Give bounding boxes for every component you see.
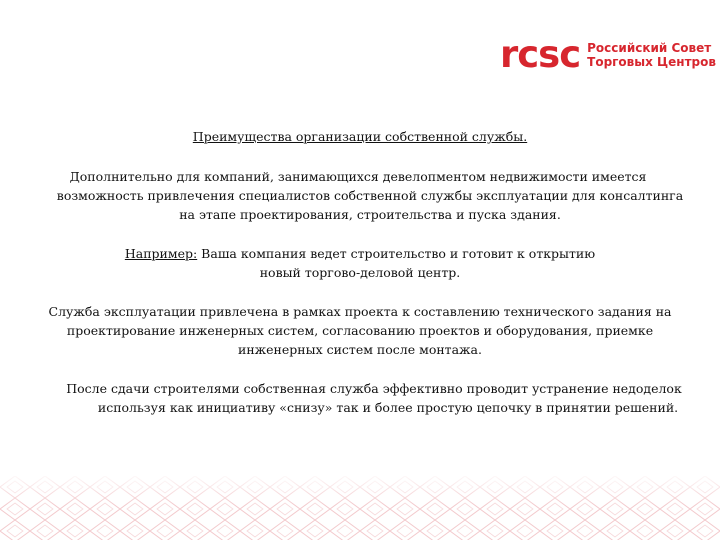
logo-mark: rcsc — [500, 33, 581, 76]
example-line-1 — [0, 245, 720, 263]
example-text: Ваша компания ведет строительство и готовит к открытию — [197, 246, 596, 261]
paragraph-3-line-1: Служба эксплуатации привлечена в рамках проекта к составлению технического задания на — [48, 304, 672, 319]
paragraph-3-line-3: инженерных систем после монтажа. — [238, 342, 482, 357]
paragraph-3-line-2: проектирование инженерных систем, согласованию проектов и оборудования, приемке — [66, 323, 654, 338]
paragraph-4-line-2: используя как инициативу «снизу» так и более простую цепочку в принятии решений. — [97, 400, 679, 415]
logo-line-1: Российский Совет — [587, 40, 712, 55]
example-label: Например: — [124, 246, 198, 261]
logo-line-2: Торговых Центров — [587, 54, 716, 69]
paragraph-4-line-1: После сдачи строителями собственная служба эффективно проводит устранение недоделок — [66, 381, 682, 396]
paragraph-1-line-3: на этапе проектирования, строительства и пуска здания. — [179, 207, 561, 222]
paragraph-1-line-1: Дополнительно для компаний, занимающихся девелопментом недвижимости имеется — [69, 169, 647, 184]
logo-caption — [587, 41, 716, 69]
page-title: Преимущества организации собственной службы. — [192, 129, 528, 144]
paragraph-1-line-2: возможность привлечения специалистов собственной службы эксплуатации для консалтинга — [56, 188, 684, 203]
decorative-pattern — [0, 476, 720, 540]
example-line-2: новый торгово-деловой центр. — [259, 265, 461, 280]
rcsc-logo — [500, 33, 716, 76]
